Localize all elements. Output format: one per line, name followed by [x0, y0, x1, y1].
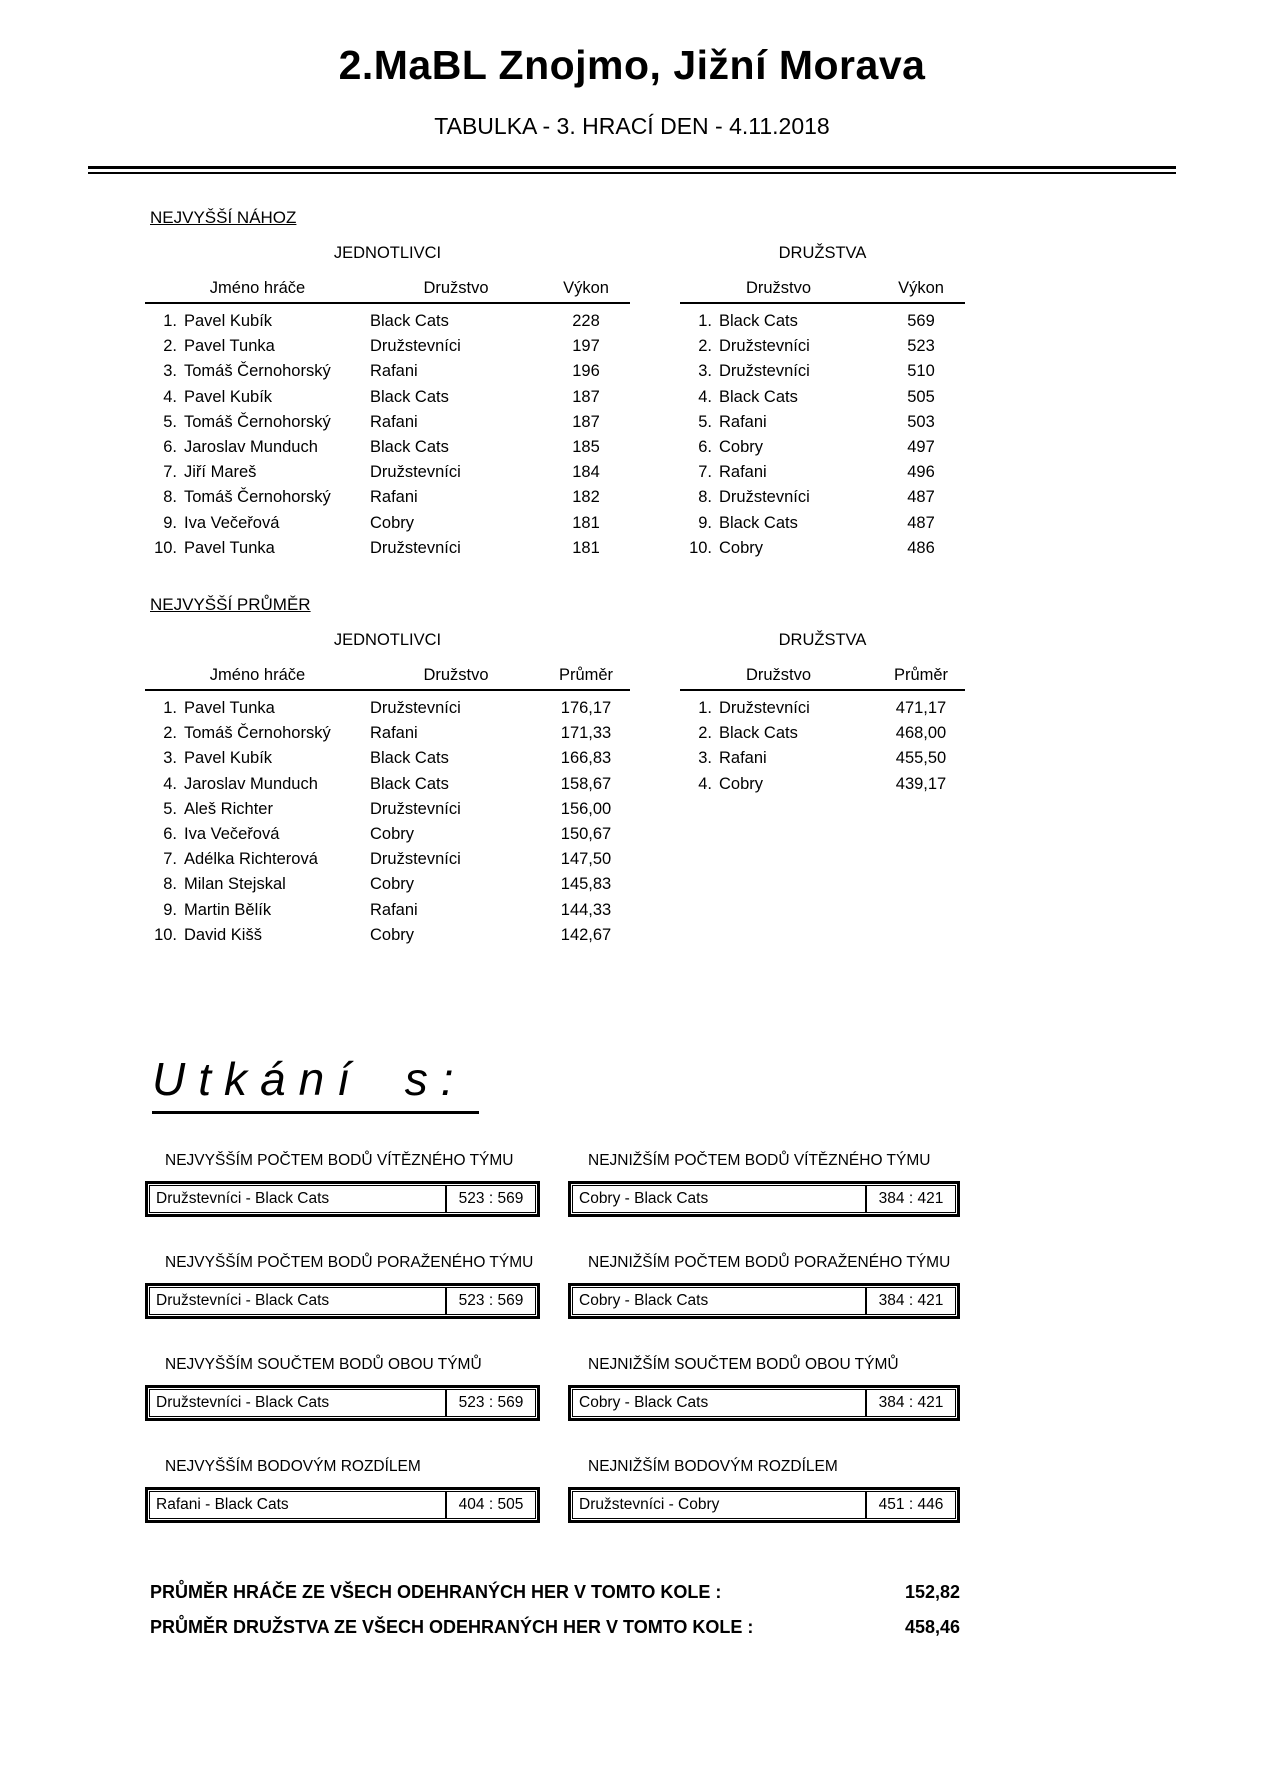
- match-record-heading: NEJVYŠŠÍM POČTEM BODŮ PORAŽENÉHO TÝMU: [165, 1254, 534, 1272]
- row-rank: 6.: [698, 438, 712, 457]
- match-teams: Družstevníci - Black Cats: [156, 1394, 330, 1412]
- match-record-box: [568, 1385, 960, 1421]
- row-team: Black Cats: [719, 513, 798, 532]
- table-row: [680, 435, 965, 460]
- section-highest-game-tables: [145, 244, 1264, 561]
- table-row: [680, 410, 965, 435]
- row-rank: 4.: [698, 774, 712, 793]
- table-body: [680, 304, 965, 561]
- column-header-team: Družstvo: [745, 666, 812, 685]
- row-team: Družstevníci: [370, 699, 461, 718]
- teams-table-highest-average: [680, 631, 965, 948]
- row-team: Black Cats: [370, 774, 449, 793]
- table-title: JEDNOTLIVCI: [333, 631, 442, 650]
- section-label-highest-game: NEJVYŠŠÍ NÁHOZ: [150, 208, 297, 227]
- row-rank: 2.: [698, 724, 712, 743]
- row-rank: 4.: [698, 387, 712, 406]
- row-team: Rafani: [719, 412, 767, 431]
- row-rank: 5.: [163, 412, 177, 431]
- row-team: Rafani: [370, 900, 418, 919]
- table-row: [145, 822, 630, 847]
- match-record-box: [145, 1283, 540, 1319]
- row-player-name: Tomáš Černohorský: [184, 488, 331, 507]
- individuals-table-highest-average: [145, 631, 630, 948]
- row-team: Družstevníci: [370, 463, 461, 482]
- page-subtitle: TABULKA - 3. HRACÍ DEN - 4.11.2018: [434, 113, 830, 139]
- match-teams: Rafani - Black Cats: [156, 1496, 289, 1514]
- row-player-name: Jaroslav Munduch: [184, 774, 318, 793]
- row-value: 455,50: [895, 749, 947, 768]
- match-record-box: [145, 1385, 540, 1421]
- table-row: [145, 511, 630, 536]
- match-record: [568, 1458, 960, 1523]
- matches-section-title: Utkání s:: [152, 1052, 1264, 1106]
- row-rank: 8.: [698, 488, 712, 507]
- section-highest-average-tables: [145, 631, 1264, 948]
- row-value: 439,17: [895, 774, 947, 793]
- match-score: 523 : 569: [445, 1390, 535, 1416]
- row-value: 487: [907, 513, 935, 532]
- row-value: 142,67: [560, 925, 612, 944]
- column-header-value: Průměr: [893, 666, 949, 685]
- table-row: [680, 511, 965, 536]
- match-score: 404 : 505: [445, 1492, 535, 1518]
- row-value: 486: [907, 538, 935, 557]
- matches-grid: [145, 1152, 1264, 1523]
- column-header-value: Výkon: [563, 279, 609, 297]
- row-player-name: Pavel Kubík: [184, 387, 273, 406]
- row-team: Cobry: [370, 825, 415, 844]
- summary-label: PRŮMĚR HRÁČE ZE VŠECH ODEHRANÝCH HER V TOMTO KOLE :: [150, 1582, 722, 1603]
- match-record-box: [568, 1487, 960, 1523]
- match-record: [145, 1356, 540, 1421]
- row-player-name: Pavel Tunka: [184, 699, 275, 718]
- table-row: [145, 309, 630, 334]
- table-body: [145, 304, 630, 561]
- table-row: [680, 746, 965, 771]
- table-row: [145, 359, 630, 384]
- row-rank: 7.: [163, 463, 177, 482]
- row-player-name: Martin Bělík: [184, 900, 272, 919]
- table-row: [680, 536, 965, 561]
- row-rank: 9.: [163, 900, 177, 919]
- row-value: 182: [572, 488, 600, 507]
- row-value: 181: [572, 538, 600, 557]
- row-value: 147,50: [560, 850, 612, 869]
- row-player-name: David Kišš: [184, 925, 262, 944]
- match-record: [145, 1254, 540, 1319]
- row-rank: 2.: [163, 724, 177, 743]
- row-rank: 7.: [698, 463, 712, 482]
- table-row: [145, 746, 630, 771]
- row-player-name: Iva Večeřová: [184, 825, 280, 844]
- row-team: Rafani: [719, 749, 767, 768]
- row-team: Black Cats: [370, 438, 449, 457]
- row-rank: 3.: [163, 749, 177, 768]
- row-team: Rafani: [370, 724, 418, 743]
- column-header-player: Jméno hráče: [209, 279, 306, 297]
- row-rank: 2.: [163, 337, 177, 356]
- match-record-heading: NEJVYŠŠÍM BODOVÝM ROZDÍLEM: [165, 1458, 421, 1476]
- match-teams: Družstevníci - Black Cats: [156, 1190, 330, 1208]
- row-value: 181: [572, 513, 600, 532]
- row-player-name: Pavel Kubík: [184, 312, 273, 330]
- match-record-heading: NEJVYŠŠÍM SOUČTEM BODŮ OBOU TÝMŮ: [165, 1356, 482, 1374]
- summary-value: 152,82: [904, 1582, 960, 1603]
- table-row: [145, 334, 630, 359]
- row-team: Cobry: [370, 513, 415, 532]
- teams-table-highest-game: [680, 244, 965, 561]
- table-row: [680, 772, 965, 797]
- row-team: Rafani: [719, 463, 767, 482]
- row-team: Black Cats: [370, 749, 449, 768]
- row-team: Družstevníci: [370, 337, 461, 356]
- row-rank: 6.: [163, 438, 177, 457]
- row-value: 150,67: [560, 825, 612, 844]
- row-rank: 4.: [163, 774, 177, 793]
- table-header-row: [145, 279, 630, 304]
- table-row: [680, 334, 965, 359]
- match-teams: Cobry - Black Cats: [579, 1292, 709, 1310]
- row-value: 503: [907, 412, 935, 431]
- row-team: Družstevníci: [370, 538, 461, 557]
- row-team: Cobry: [370, 875, 415, 894]
- row-team: Družstevníci: [719, 488, 810, 507]
- table-title: DRUŽSTVA: [778, 244, 867, 262]
- table-row: [145, 460, 630, 485]
- row-value: 176,17: [560, 699, 612, 718]
- table-row: [145, 923, 630, 948]
- row-team: Black Cats: [370, 387, 449, 406]
- row-team: Cobry: [370, 925, 415, 944]
- row-player-name: Tomáš Černohorský: [184, 724, 331, 743]
- row-team: Rafani: [370, 362, 418, 381]
- row-value: 171,33: [560, 724, 612, 743]
- row-team: Družstevníci: [370, 799, 461, 818]
- summary-line: [150, 1575, 960, 1610]
- row-team: Black Cats: [719, 724, 798, 743]
- row-player-name: Jiří Mareš: [184, 463, 257, 482]
- row-player-name: Pavel Tunka: [184, 337, 275, 356]
- row-value: 496: [907, 463, 935, 482]
- row-value: 468,00: [895, 724, 947, 743]
- table-header-row: [145, 666, 630, 691]
- row-team: Družstevníci: [719, 699, 810, 718]
- match-teams: Cobry - Black Cats: [579, 1190, 709, 1208]
- column-header-value: Výkon: [898, 279, 944, 297]
- row-team: Družstevníci: [370, 850, 461, 869]
- summary-line: [150, 1610, 960, 1645]
- match-record: [568, 1152, 960, 1217]
- row-value: 197: [572, 337, 600, 356]
- column-header-value: Průměr: [558, 666, 614, 685]
- table-row: [145, 485, 630, 510]
- row-team: Black Cats: [719, 312, 798, 330]
- row-team: Rafani: [370, 412, 418, 431]
- table-row: [680, 460, 965, 485]
- match-score: 384 : 421: [865, 1186, 955, 1212]
- match-record-heading: NEJNIŽŠÍM POČTEM BODŮ PORAŽENÉHO TÝMU: [588, 1254, 951, 1272]
- row-value: 187: [572, 412, 600, 431]
- row-value: 158,67: [560, 774, 612, 793]
- row-rank: 6.: [163, 825, 177, 844]
- table-row: [145, 410, 630, 435]
- table-row: [145, 847, 630, 872]
- row-player-name: Aleš Richter: [184, 799, 273, 818]
- table-row: [145, 696, 630, 721]
- summary-value: 458,46: [904, 1617, 960, 1638]
- row-value: 187: [572, 387, 600, 406]
- row-rank: 2.: [698, 337, 712, 356]
- row-value: 184: [572, 463, 600, 482]
- row-rank: 1.: [163, 312, 177, 330]
- row-value: 185: [572, 438, 600, 457]
- table-row: [680, 696, 965, 721]
- row-value: 156,00: [560, 799, 612, 818]
- row-rank: 9.: [698, 513, 712, 532]
- column-header-team: Družstvo: [423, 666, 489, 685]
- match-record-box: [145, 1487, 540, 1523]
- row-player-name: Adélka Richterová: [184, 850, 318, 869]
- table-row: [680, 385, 965, 410]
- row-value: 523: [907, 337, 935, 356]
- row-rank: 3.: [163, 362, 177, 381]
- row-rank: 7.: [163, 850, 177, 869]
- row-rank: 1.: [698, 699, 712, 718]
- row-team: Rafani: [370, 488, 418, 507]
- row-value: 144,33: [560, 900, 612, 919]
- row-team: Black Cats: [370, 312, 449, 330]
- row-value: 505: [907, 387, 935, 406]
- row-rank: 8.: [163, 488, 177, 507]
- row-value: 471,17: [895, 699, 947, 718]
- column-header-team: Družstvo: [423, 279, 489, 297]
- row-team: Cobry: [719, 774, 764, 793]
- match-teams: Družstevníci - Black Cats: [156, 1292, 330, 1310]
- row-value: 487: [907, 488, 935, 507]
- match-teams: Družstevníci - Cobry: [579, 1496, 720, 1514]
- match-score: 384 : 421: [865, 1390, 955, 1416]
- row-rank: 1.: [698, 312, 712, 330]
- row-value: 166,83: [560, 749, 612, 768]
- table-row: [680, 359, 965, 384]
- match-teams: Cobry - Black Cats: [579, 1394, 709, 1412]
- row-rank: 8.: [163, 875, 177, 894]
- section-label-highest-average: NEJVYŠŠÍ PRŮMĚR: [150, 595, 311, 615]
- table-body: [680, 691, 965, 797]
- match-record: [568, 1254, 960, 1319]
- row-player-name: Pavel Kubík: [184, 749, 273, 768]
- row-team: Družstevníci: [719, 362, 810, 381]
- row-team: Cobry: [719, 538, 764, 557]
- row-value: 196: [572, 362, 600, 381]
- table-row: [145, 772, 630, 797]
- row-rank: 10.: [689, 538, 712, 557]
- row-value: 145,83: [560, 875, 612, 894]
- table-row: [145, 898, 630, 923]
- row-team: Black Cats: [719, 387, 798, 406]
- row-rank: 4.: [163, 387, 177, 406]
- match-score: 451 : 446: [865, 1492, 955, 1518]
- match-record-box: [145, 1181, 540, 1217]
- match-score: 523 : 569: [445, 1288, 535, 1314]
- header-divider: [88, 166, 1176, 174]
- row-value: 569: [907, 312, 935, 330]
- row-value: 510: [907, 362, 935, 381]
- row-team: Družstevníci: [719, 337, 810, 356]
- column-header-team: Družstvo: [745, 279, 812, 297]
- row-team: Cobry: [719, 438, 764, 457]
- table-row: [680, 485, 965, 510]
- summary-label: PRŮMĚR DRUŽSTVA ZE VŠECH ODEHRANÝCH HER V TOMTO KOLE :: [150, 1617, 754, 1638]
- row-rank: 1.: [163, 699, 177, 718]
- table-title: DRUŽSTVA: [778, 631, 867, 650]
- table-header-row: [680, 666, 965, 691]
- table-row: [145, 797, 630, 822]
- row-rank: 9.: [163, 513, 177, 532]
- page-title: 2.MaBL Znojmo, Jižní Morava: [338, 42, 926, 88]
- row-rank: 10.: [154, 538, 177, 557]
- match-record: [568, 1356, 960, 1421]
- row-rank: 3.: [698, 362, 712, 381]
- match-record-box: [568, 1181, 960, 1217]
- row-player-name: Iva Večeřová: [184, 513, 280, 532]
- row-player-name: Pavel Tunka: [184, 538, 275, 557]
- match-record-heading: NEJNIŽŠÍM POČTEM BODŮ VÍTĚZNÉHO TÝMU: [588, 1152, 931, 1170]
- match-record-heading: NEJVYŠŠÍM POČTEM BODŮ VÍTĚZNÉHO TÝMU: [165, 1152, 514, 1170]
- match-record-heading: NEJNIŽŠÍM BODOVÝM ROZDÍLEM: [588, 1458, 838, 1476]
- table-row: [680, 309, 965, 334]
- column-header-player: Jméno hráče: [209, 666, 306, 685]
- individuals-table-highest-game: [145, 244, 630, 561]
- table-row: [680, 721, 965, 746]
- row-player-name: Tomáš Černohorský: [184, 412, 331, 431]
- row-rank: 3.: [698, 749, 712, 768]
- summary-block: [150, 1575, 960, 1645]
- row-value: 497: [907, 438, 935, 457]
- table-title: JEDNOTLIVCI: [333, 244, 442, 262]
- table-header-row: [680, 279, 965, 304]
- row-player-name: Jaroslav Munduch: [184, 438, 318, 457]
- row-rank: 5.: [163, 799, 177, 818]
- match-record-heading: NEJNIŽŠÍM SOUČTEM BODŮ OBOU TÝMŮ: [588, 1356, 899, 1374]
- table-row: [145, 872, 630, 897]
- match-record-box: [568, 1283, 960, 1319]
- table-row: [145, 435, 630, 460]
- table-row: [145, 721, 630, 746]
- match-score: 384 : 421: [865, 1288, 955, 1314]
- table-row: [145, 536, 630, 561]
- match-score: 523 : 569: [445, 1186, 535, 1212]
- row-player-name: Tomáš Černohorský: [184, 362, 331, 381]
- row-value: 228: [572, 312, 600, 330]
- table-body: [145, 691, 630, 948]
- match-record: [145, 1152, 540, 1217]
- row-rank: 10.: [154, 925, 177, 944]
- row-player-name: Milan Stejskal: [184, 875, 286, 894]
- table-row: [145, 385, 630, 410]
- match-record: [145, 1458, 540, 1523]
- row-rank: 5.: [698, 412, 712, 431]
